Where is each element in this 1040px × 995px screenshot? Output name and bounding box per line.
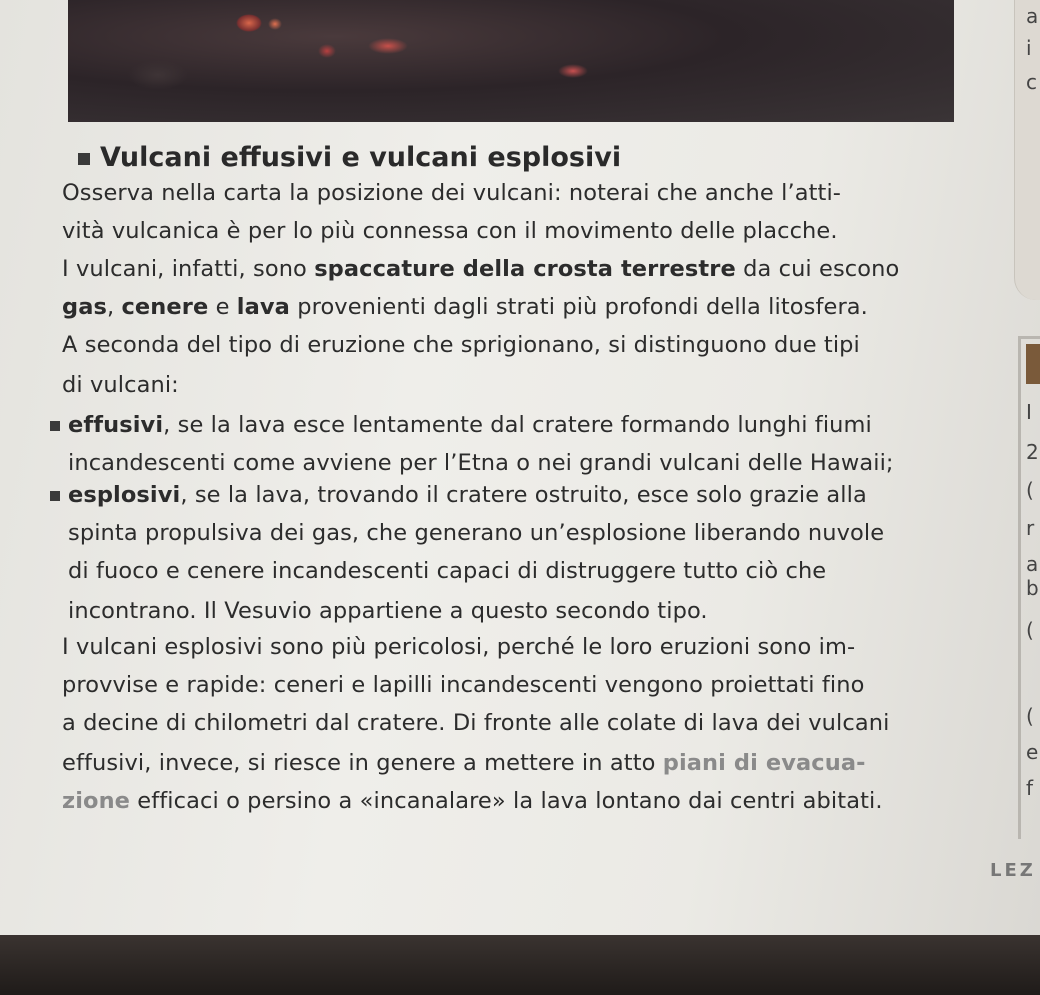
text-span: lava: [236, 294, 290, 320]
text-span: di fuoco e cenere incandescenti capaci di distruggere tutto ciò che: [68, 558, 827, 584]
text-span: di vulcani:: [62, 372, 179, 398]
text-span: spinta propulsiva dei gas, che generano un’esplosione liberando nuvole: [68, 520, 885, 546]
text-span: da cui escono: [735, 256, 900, 282]
text-span: incontrano. Il Vesuvio appartiene a questo secondo tipo.: [68, 598, 708, 624]
para2-line: [62, 672, 864, 698]
bullet2-line: [68, 558, 826, 584]
edge-letter: (: [1026, 704, 1034, 728]
edge-letter: b: [1026, 576, 1039, 600]
text-span: I vulcani esplosivi sono più pericolosi, perché le loro eruzioni sono im-: [62, 634, 856, 660]
text-span: zione: [62, 788, 131, 814]
para2-line: [62, 750, 866, 776]
text-span: e: [208, 294, 237, 320]
bullet2-line: [68, 598, 708, 624]
bullet2-line: [68, 520, 884, 546]
edge-letter: (: [1026, 478, 1034, 502]
text-span: effusivi, invece, si riesce in genere a mettere in atto: [62, 750, 663, 776]
para1-line: [62, 294, 868, 320]
text-span: A seconda del tipo di eruzione che sprigionano, si distinguono due tipi: [62, 332, 860, 358]
para1-line: [62, 180, 841, 206]
section-heading: Vulcani effusivi e vulcani esplosivi: [78, 142, 621, 173]
para1-line: [62, 218, 838, 244]
table-background: [0, 935, 1040, 995]
edge-letter: c: [1026, 70, 1037, 94]
edge-letter: 2: [1026, 440, 1039, 464]
para2-line: [62, 710, 889, 736]
edge-letter: a: [1026, 552, 1039, 576]
text-span: efficaci o persino a «incanalare» la lava lontano dai centri abitati.: [130, 788, 883, 814]
para1-line: [62, 256, 899, 282]
text-span: , se la lava esce lentamente dal cratere formando lunghi fiumi: [163, 412, 872, 438]
text-span: a decine di chilometri dal cratere. Di fronte alle colate di lava dei vulcani: [62, 710, 890, 736]
text-span: esplosivi: [68, 482, 181, 508]
bullet1-line: [50, 412, 872, 438]
text-span: vità vulcanica è per lo più connessa con il movimento delle placche.: [62, 218, 838, 244]
text-span: effusivi: [68, 412, 164, 438]
edge-letter: f: [1026, 776, 1034, 800]
para1-line: [62, 372, 179, 398]
list-bullet-icon: [50, 491, 60, 501]
edge-letter: (: [1026, 618, 1034, 642]
text-span: ,: [106, 294, 122, 320]
text-span: I vulcani, infatti, sono: [62, 256, 315, 282]
para2-line: [62, 788, 883, 814]
para1-line: [62, 332, 860, 358]
text-span: incandescenti come avviene per l’Etna o nei grandi vulcani delle Hawaii;: [68, 450, 894, 476]
bullet2-line: [50, 482, 867, 508]
text-span: piani di evacua-: [662, 750, 866, 776]
text-span: Osserva nella carta la posizione dei vulcani: noterai che anche l’atti-: [62, 180, 842, 206]
text-span: gas: [62, 294, 107, 320]
text-span: spaccature della crosta terrestre: [314, 256, 736, 282]
text-span: , se la lava, trovando il cratere ostruito, esce solo grazie alla: [180, 482, 867, 508]
bullet1-line: [68, 450, 894, 476]
lesson-label: LEZ: [990, 860, 1036, 881]
list-bullet-icon: [50, 421, 60, 431]
edge-letter: a: [1026, 4, 1039, 28]
edge-letter: r: [1026, 516, 1035, 540]
text-span: cenere: [121, 294, 209, 320]
volcano-photo: [68, 0, 954, 122]
adjacent-page-tab: [1026, 344, 1040, 384]
heading-bullet-icon: [78, 153, 90, 165]
text-span: provenienti dagli strati più profondi della litosfera.: [289, 294, 868, 320]
edge-letter: i: [1026, 36, 1032, 60]
text-span: provvise e rapide: ceneri e lapilli incandescenti vengono proiettati fino: [62, 672, 865, 698]
edge-letter: e: [1026, 740, 1039, 764]
edge-letter: I: [1026, 400, 1032, 424]
para2-line: [62, 634, 855, 660]
